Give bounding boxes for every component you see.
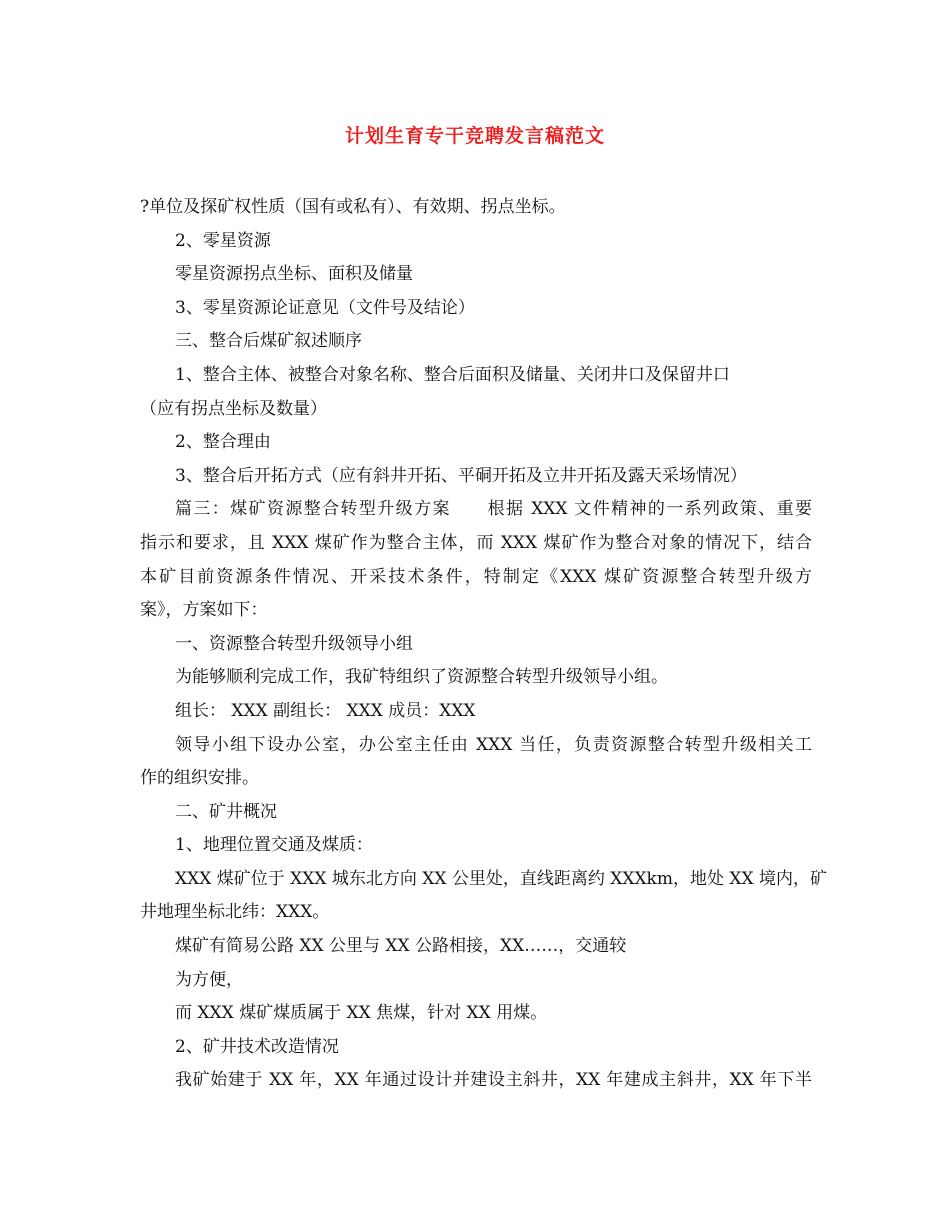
document-body	[140, 191, 827, 1098]
body-line: 我矿始建于 XX 年，XX 年通过设计并建设主斜井，XX 年建成主斜井，XX 年下半	[175, 1070, 812, 1091]
body-line: 作的组织安排。	[140, 768, 259, 789]
body-line: 2、整合理由	[175, 432, 271, 453]
body-line: 而 XXX 煤矿煤质属于 XX 焦煤，针对 XX 用煤。	[175, 1003, 548, 1024]
body-line: 指示和要求，且 XXX 煤矿作为整合主体，而 XXX 煤矿作为整合对象的情况下，结合	[140, 532, 812, 553]
body-line: 领导小组下设办公室，办公室主任由 XXX 当任，负责资源整合转型升级相关工	[175, 734, 812, 755]
body-line: 1、整合主体、被整合对象名称、整合后面积及储量、关闭井口及保留井口	[175, 364, 730, 385]
body-line: （应有拐点坐标及数量）	[140, 398, 327, 419]
body-line: 为能够顺利完成工作，我矿特组织了资源整合转型升级领导小组。	[175, 667, 668, 688]
body-line: 二、矿井概况	[175, 801, 277, 822]
body-line: 本矿目前资源条件情况、开采技术条件，特制定《XXX 煤矿资源整合转型升级方	[140, 566, 812, 587]
body-line: XXX 煤矿位于 XXX 城东北方向 XX 公里处，直线距离约 XXXkm，地处 XX 境内，矿	[175, 868, 827, 889]
body-line: 2、矿井技术改造情况	[175, 1036, 339, 1057]
body-line: 组长： XXX 副组长： XXX 成员：XXX	[175, 700, 476, 721]
body-line: 零星资源拐点坐标、面积及储量	[175, 264, 413, 285]
body-line: 案》，方案如下：	[140, 600, 268, 621]
body-line: 一、资源整合转型升级领导小组	[175, 633, 413, 654]
body-line: 1、地理位置交通及煤质：	[175, 835, 373, 856]
body-line: 3、零星资源论证意见（文件号及结论）	[175, 297, 475, 318]
body-line: 三、整合后煤矿叙述顺序	[175, 331, 362, 352]
body-line: 煤矿有简易公路 XX 公里与 XX 公路相接，XX……，交通较	[175, 936, 627, 957]
body-line: ?单位及探矿权性质（国有或私有）、有效期、拐点坐标。	[140, 197, 566, 217]
body-line: 为方便，	[175, 969, 243, 990]
body-line: 2、零星资源	[175, 230, 271, 251]
body-line: 篇三：煤矿资源整合转型升级方案 根据 XXX 文件精神的一系列政策、重要	[175, 499, 812, 520]
body-line: 井地理坐标北纬：XXX。	[140, 902, 330, 923]
document-title: 计划生育专干竞聘发言稿范文	[344, 125, 605, 147]
body-line: 3、整合后开拓方式（应有斜井开拓、平硐开拓及立井开拓及露天采场情况）	[175, 465, 747, 486]
